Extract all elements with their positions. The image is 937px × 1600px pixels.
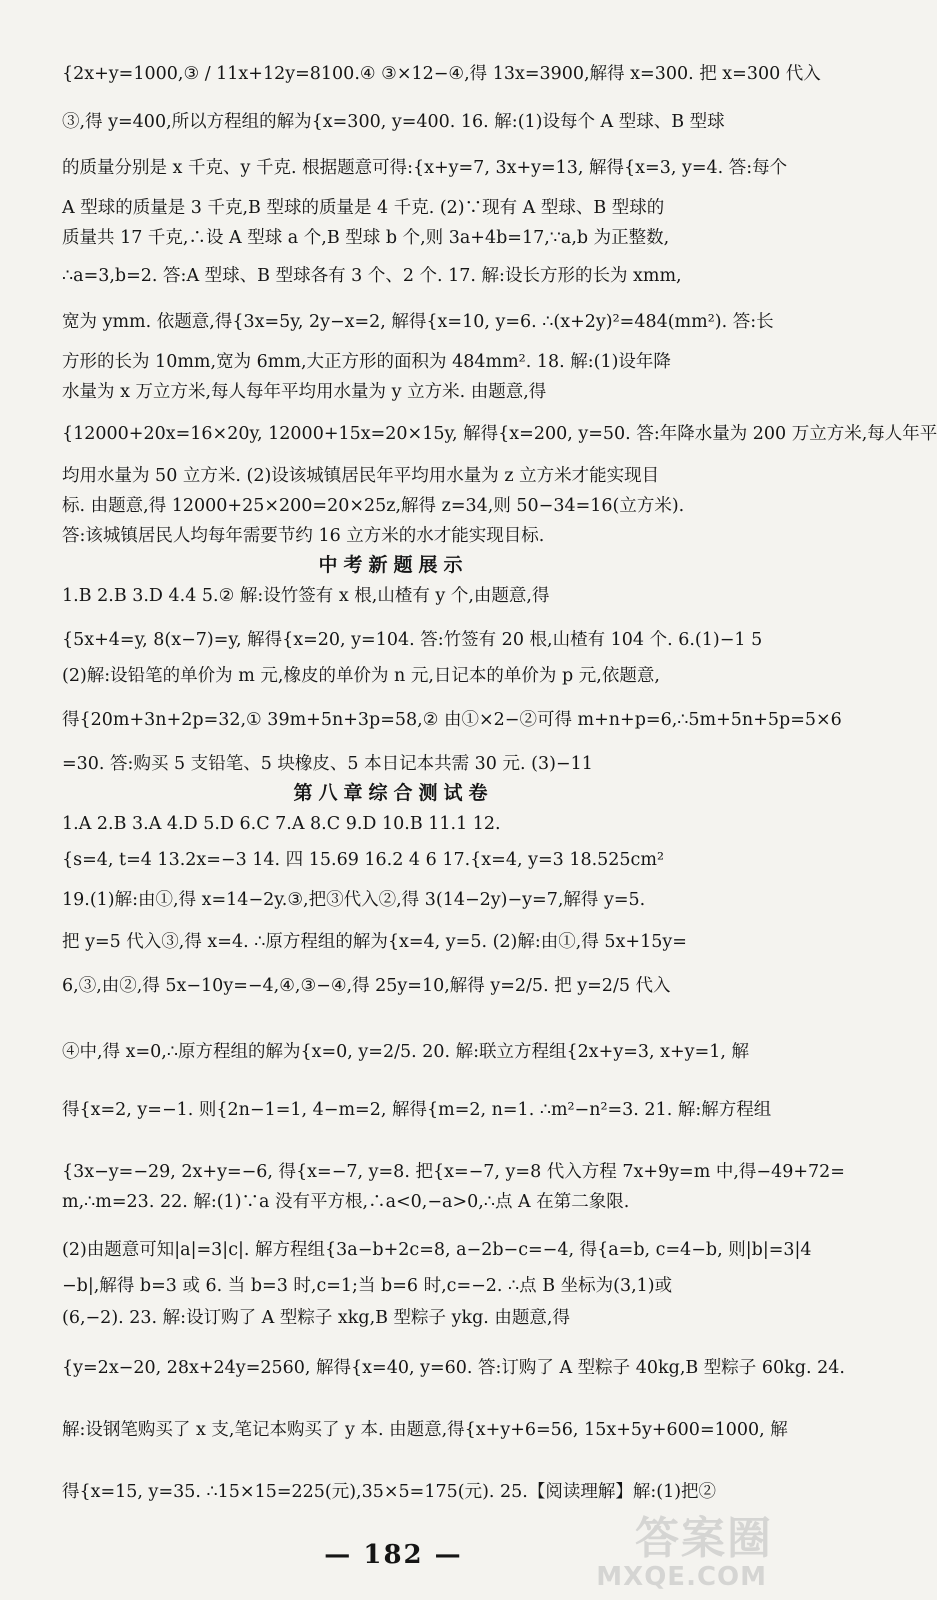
text-line: 6,③,由②,得 5x−10y=−4,④,③−④,得 25y=10,解得 y=2/5. 把 y=2/5 代入: [62, 976, 671, 996]
text-line: 的质量分别是 x 千克、y 千克. 根据题意可得:{x+y=7, 3x+y=13, 解得{x=3, y=4. 答:每个: [62, 158, 788, 178]
text-line: {3x−y=−29, 2x+y=−6, 得{x=−7, y=8. 把{x=−7, y=8 代入方程 7x+9y=m 中,得−49+72=: [62, 1162, 845, 1182]
text-line: 答:该城镇居民人均每年需要节约 16 立方米的水才能实现目标.: [62, 526, 545, 546]
text-line: (2)解:设铅笔的单价为 m 元,橡皮的单价为 n 元,日记本的单价为 p 元,依题意,: [62, 666, 660, 686]
text-line: 解:设钢笔购买了 x 支,笔记本购买了 y 本. 由题意,得{x+y+6=56, 15x+5y+600=1000, 解: [62, 1420, 788, 1440]
text-line: 宽为 ymm. 依题意,得{3x=5y, 2y−x=2, 解得{x=10, y=6. ∴(x+2y)²=484(mm²). 答:长: [62, 312, 774, 332]
text-line: ∴a=3,b=2. 答:A 型球、B 型球各有 3 个、2 个. 17. 解:设长方形的长为 xmm,: [62, 266, 682, 286]
text-line: (6,−2). 23. 解:设订购了 A 型粽子 xkg,B 型粽子 ykg. 由题意,得: [62, 1308, 570, 1328]
text-line: −b|,解得 b=3 或 6. 当 b=3 时,c=1;当 b=6 时,c=−2. ∴点 B 坐标为(3,1)或: [62, 1276, 673, 1296]
text-line: 质量共 17 千克,∴设 A 型球 a 个,B 型球 b 个,则 3a+4b=17,∵a,b 为正整数,: [62, 228, 670, 248]
text-line: 均用水量为 50 立方米. (2)设该城镇居民年平均用水量为 z 立方米才能实现目: [62, 466, 660, 486]
watermark-logo: [589, 1502, 779, 1592]
text-line: 得{x=2, y=−1. 则{2n−1=1, 4−m=2, 解得{m=2, n=1. ∴m²−n²=3. 21. 解:解方程组: [62, 1100, 772, 1120]
text-line: (2)由题意可知|a|=3|c|. 解方程组{3a−b+2c=8, a−2b−c=−4, 得{a=b, c=4−b, 则|b|=3|4: [62, 1240, 812, 1260]
watermark-logo-text: 答案圈: [635, 1513, 773, 1564]
text-line: {y=2x−20, 28x+24y=2560, 解得{x=40, y=60. 答:订购了 A 型粽子 40kg,B 型粽子 60kg. 24.: [62, 1358, 845, 1378]
text-line: =30. 答:购买 5 支铅笔、5 块橡皮、5 本日记本共需 30 元. (3)−11: [62, 754, 593, 774]
section-heading: 中考新题展示: [318, 554, 469, 576]
text-line: A 型球的质量是 3 千克,B 型球的质量是 4 千克. (2)∵现有 A 型球、B 型球的: [62, 198, 665, 218]
text-line: {5x+4=y, 8(x−7)=y, 解得{x=20, y=104. 答:竹签有 20 根,山楂有 104 个. 6.(1)−1 5: [62, 630, 763, 650]
text-line: {2x+y=1000,③ / 11x+12y=8100.④ ③×12−④,得 13x=3900,解得 x=300. 把 x=300 代入: [62, 64, 821, 84]
text-line: 得{20m+3n+2p=32,① 39m+5n+3p=58,② 由①×2−②可得 m+n+p=6,∴5m+5n+5p=5×6: [62, 710, 842, 730]
text-line: 标. 由题意,得 12000+25×200=20×25z,解得 z=34,则 50−34=16(立方米).: [62, 496, 685, 516]
watermark-url: MXQE.COM: [596, 1562, 767, 1592]
text-line: 1.B 2.B 3.D 4.4 5.② 解:设竹签有 x 根,山楂有 y 个,由题意,得: [62, 586, 550, 606]
text-line: ③,得 y=400,所以方程组的解为{x=300, y=400. 16. 解:(1)设每个 A 型球、B 型球: [62, 112, 725, 132]
section-heading: 第八章综合测试卷: [293, 782, 494, 804]
text-line: 1.A 2.B 3.A 4.D 5.D 6.C 7.A 8.C 9.D 10.B 11.1 12.: [62, 814, 501, 834]
text-line: ④中,得 x=0,∴原方程组的解为{x=0, y=2/5. 20. 解:联立方程组{2x+y=3, x+y=1, 解: [62, 1042, 749, 1062]
text-line: m,∴m=23. 22. 解:(1)∵a 没有平方根,∴a<0,−a>0,∴点 A 在第二象限.: [62, 1192, 630, 1212]
text-line: 把 y=5 代入③,得 x=4. ∴原方程组的解为{x=4, y=5. (2)解:由①,得 5x+15y=: [62, 932, 687, 952]
text-line: {12000+20x=16×20y, 12000+15x=20×15y, 解得{x=200, y=50. 答:年降水量为 200 万立方米,每人年平: [62, 424, 937, 444]
text-line: 得{x=15, y=35. ∴15×15=225(元),35×5=175(元). 25.【阅读理解】解:(1)把②: [62, 1482, 717, 1502]
text-line: 水量为 x 万立方米,每人每年平均用水量为 y 立方米. 由题意,得: [62, 382, 547, 402]
text-line: {s=4, t=4 13.2x=−3 14. 四 15.69 16.2 4 6 17.{x=4, y=3 18.525cm²: [62, 850, 664, 870]
page-number: — 182 —: [324, 1540, 463, 1570]
text-line: 方形的长为 10mm,宽为 6mm,大正方形的面积为 484mm². 18. 解:(1)设年降: [62, 352, 671, 372]
text-line: 19.(1)解:由①,得 x=14−2y.③,把③代入②,得 3(14−2y)−y=7,解得 y=5.: [62, 890, 646, 910]
